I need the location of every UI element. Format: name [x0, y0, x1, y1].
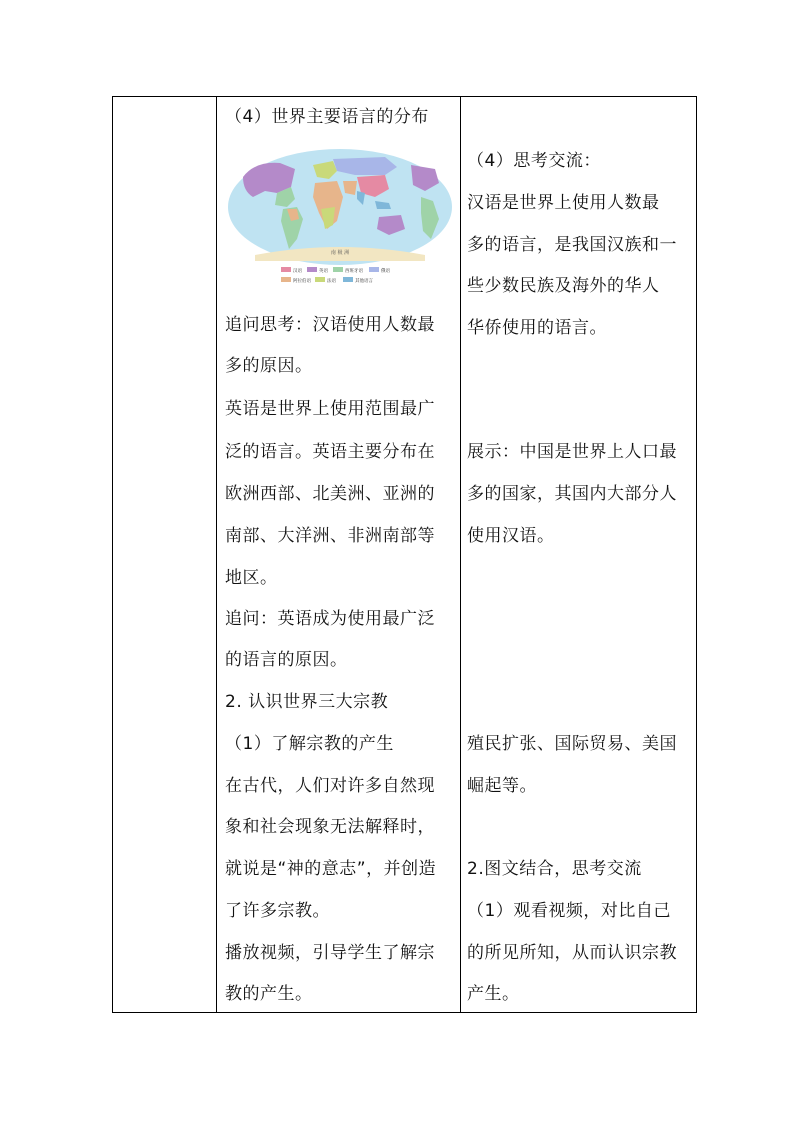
- text-line: （4）思考交流：: [467, 151, 601, 171]
- text-line: 使用汉语。: [467, 526, 555, 546]
- legend-label: 英语: [319, 269, 328, 274]
- text-line: （1）了解宗教的产生: [225, 734, 394, 754]
- legend-swatch: [343, 277, 353, 282]
- text-line: 播放视频，引导学生了解宗: [225, 943, 435, 963]
- text-line: 追问：英语成为使用最广泛: [225, 609, 435, 629]
- text-line: 2. 认识世界三大宗教: [225, 692, 389, 712]
- world-languages-map: [225, 147, 455, 295]
- text-line: 在古代，人们对许多自然现: [225, 776, 435, 796]
- student-activity-cell: [461, 97, 697, 1013]
- text-line: 华侨使用的语言。: [467, 318, 607, 338]
- legend-label: 阿拉伯语: [293, 279, 311, 284]
- text-line: 地区。: [225, 568, 278, 588]
- legend-swatch: [333, 267, 343, 272]
- text-line: 的所见所知，从而认识宗教: [467, 943, 677, 963]
- text-line: 2.图文结合，思考交流: [467, 859, 642, 879]
- legend-swatch: [281, 267, 291, 272]
- text-line: 汉语是世界上使用人数最: [467, 193, 660, 213]
- text-line: 多的国家，其国内大部分人: [467, 484, 677, 504]
- text-line: 就说是“神的意志”，并创造: [225, 859, 437, 879]
- text-line: 泛的语言。英语主要分布在: [225, 442, 435, 462]
- text-line: 教的产生。: [225, 984, 313, 1004]
- legend-swatch: [369, 267, 379, 272]
- teacher-activity-cell: [217, 97, 461, 1013]
- text-line: （1）观看视频，对比自己: [467, 901, 671, 921]
- legend-label: 西班牙语: [345, 269, 363, 274]
- legend-swatch: [307, 267, 317, 272]
- legend-label: 俄语: [381, 269, 390, 274]
- table-row: [113, 97, 697, 1013]
- empty-cell: [113, 97, 217, 1013]
- legend-swatch: [315, 277, 325, 282]
- middle-east-region: [343, 181, 357, 195]
- lesson-table: [112, 96, 697, 1013]
- text-line: 欧洲西部、北美洲、亚洲的: [225, 484, 435, 504]
- text-line: 崛起等。: [467, 776, 537, 796]
- text-line: 象和社会现象无法解释时，: [225, 817, 435, 837]
- text-line: 追问思考：汉语使用人数最: [225, 315, 435, 335]
- text-line: 展示：中国是世界上人口最: [467, 442, 677, 462]
- legend-label: 法语: [327, 279, 336, 284]
- text-line: 南部、大洋洲、非洲南部等: [225, 526, 435, 546]
- text-line: （4）世界主要语言的分布: [225, 107, 429, 127]
- legend-label: 汉语: [293, 269, 302, 274]
- text-line: 的语言的原因。: [225, 650, 348, 670]
- legend-label: 其他语言: [355, 279, 373, 284]
- text-line: 英语是世界上使用范围最广: [225, 399, 435, 419]
- text-line: 殖民扩张、国际贸易、美国: [467, 734, 677, 754]
- text-line: 了许多宗教。: [225, 901, 330, 921]
- legend-swatch: [281, 277, 291, 282]
- text-line: 多的语言，是我国汉族和一: [467, 235, 677, 255]
- text-line: 产生。: [467, 984, 520, 1004]
- text-line: 些少数民族及海外的华人: [467, 276, 660, 296]
- text-line: 多的原因。: [225, 356, 313, 376]
- antarctica-label: 南 极 洲: [330, 250, 350, 256]
